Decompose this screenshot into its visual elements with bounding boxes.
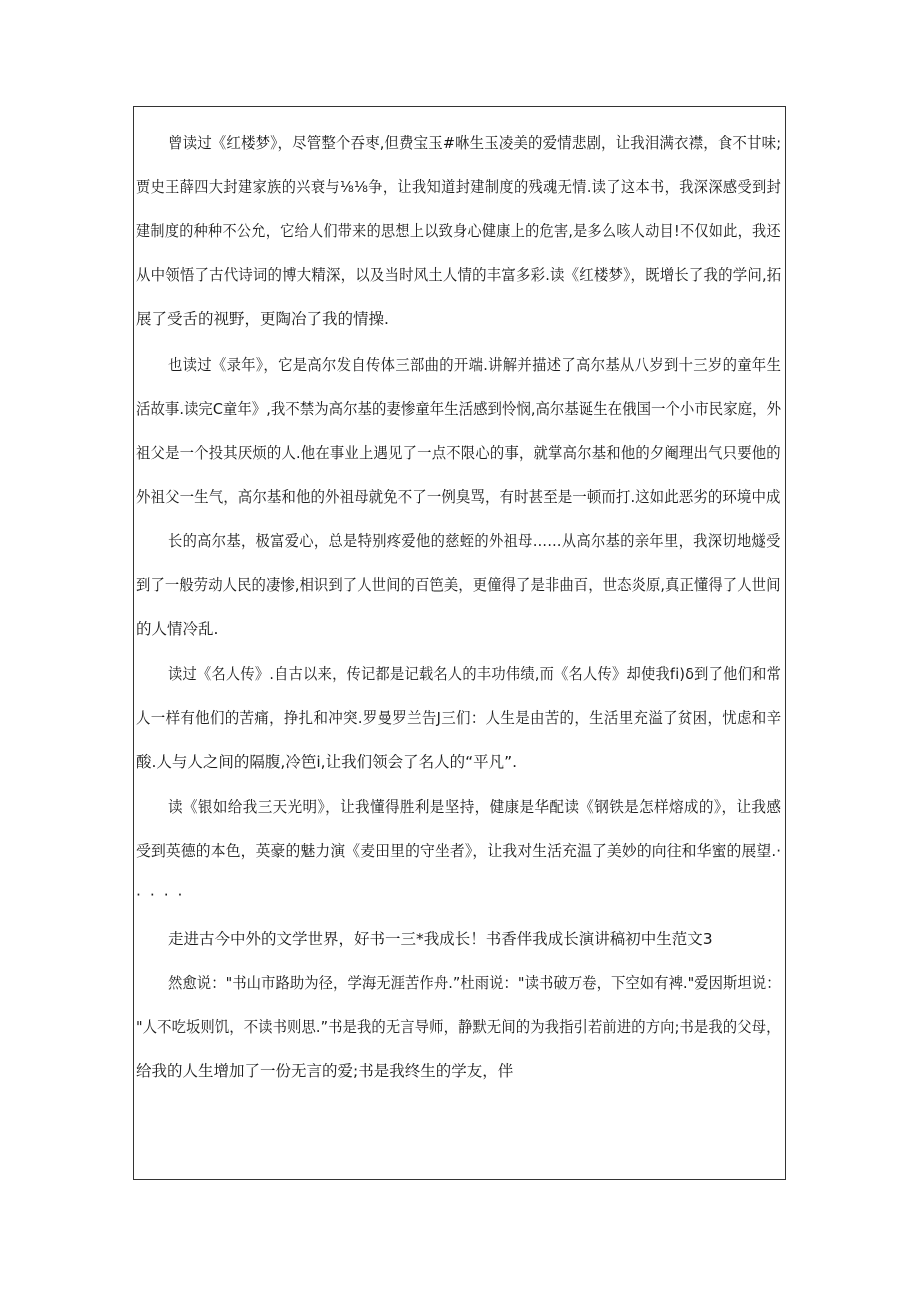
text-line: 祖父是一个投其厌烦的人.他在事业上遇见了一点不限心的事，就掌高尔基和他的夕阉理出气只要他的	[136, 444, 781, 462]
text-line: 建制度的种种不公允，它给人们带来的思想上以致身心健康上的危害,是多么咳人动目!不仅如此，我还	[136, 222, 781, 240]
text-line: 从中领悟了古代诗词的博大精深，以及当时风土人情的丰富多彩.读《红楼梦》，既增长了我的学问,拓	[136, 266, 782, 284]
text-line: · · · ·	[136, 886, 185, 904]
text-line: 读《银如给我三天光明》，让我懂得胜利是坚持，健康是华配读《钢铁是怎样熔成的》，让我感	[168, 798, 782, 816]
text-line: 活故事.读完C童年》,我不禁为高尔基的妻惨童年生活感到怜悯,高尔基诞生在俄国一个小市民家庭，外	[136, 400, 782, 418]
text-line: 长的高尔基，极富爱心，总是特别疼爱他的慈蛭的外祖母……从高尔基的亲年里，我深切地燧受	[168, 532, 781, 550]
text-line: 也读过《录年》，它是高尔发自传体三部曲的开端.讲解并描述了高尔基从八岁到十三岁的童年生	[168, 356, 782, 374]
text-line: 人一样有他们的苦痛，挣扎和冲突.罗曼罗兰告J三们：人生是由苦的，生活里充溢了贫困，忧虑和辛	[136, 709, 782, 727]
text-line: 到了一般劳动人民的凄惨,相识到了人世间的百笆美，更僮得了是非曲百，世态炎原,真正懂得了人世间	[136, 576, 781, 594]
text-line: 读过《名人传》.自古以来，传记都是记载名人的丰功伟绩,而《名人传》却使我fi)δ到了他们和常	[168, 665, 782, 683]
text-line: 给我的人生增加了一份无言的爱;书是我终生的学友，伴	[136, 1062, 514, 1080]
text-line: 外祖父一生气，高尔基和他的外祖母就免不了一例臭骂，有时甚至是一顿而打.这如此恶劣的环境中成	[136, 488, 781, 506]
text-line: 然愈说："书山市路助为径，学海无涯苦作舟.”杜雨说："读书破万卷，下空如有裨."爱因斯坦说：	[168, 974, 781, 992]
text-line: 的人情冷乱.	[136, 620, 219, 638]
document-frame	[133, 106, 786, 1180]
text-line: 曾读过《红楼梦》，尽管整个吞枣,但费宝玉#咻生玉凌美的爱情悲剧，让我泪满衣襟，食不甘味;	[168, 134, 782, 152]
text-line: "人不吃坂则饥，不读书则思.”书是我的无言导师，静默无间的为我指引若前进的方向;书是我的父母，	[136, 1018, 781, 1036]
section-heading: 走进古今中外的文学世界，好书一三*我成长！书香伴我成长演讲稿初中生范文3	[168, 930, 713, 948]
text-line: 酸.人与人之间的隔腹,冷笆i,让我们领会了名人的“平凡”.	[136, 753, 518, 771]
text-line: 贾史王薛四大封建家族的兴衰与⅛⅛争，让我知道封建制度的残魂无情.读了这本书，我深深感受到封	[136, 178, 782, 196]
text-line: 展了受舌的视野，更陶冶了我的情操.	[136, 310, 389, 328]
text-line: 受到英德的本色，英豪的魅力演《麦田里的守坐者》，让我对生活充温了美妙的向往和华蜜的展望.·	[136, 842, 782, 860]
